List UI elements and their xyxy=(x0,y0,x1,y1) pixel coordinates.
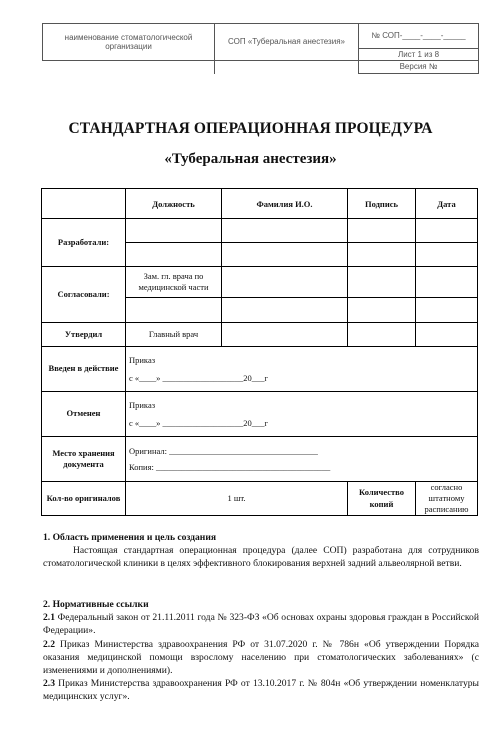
copies-value: согласно штатному расписанию xyxy=(416,482,478,516)
reference-number: 2.2 xyxy=(43,638,55,650)
section-1-title: 1. Область применения и цель создания xyxy=(43,532,217,543)
storage-cell xyxy=(126,437,478,482)
sop-number: № СОП-____-____-_____ xyxy=(359,24,479,49)
reference-number: 2.1 xyxy=(43,612,55,624)
originals-count: 1 шт. xyxy=(126,482,348,516)
col-position: Должность xyxy=(126,189,222,219)
col-date: Дата xyxy=(416,189,478,219)
introduced-label: Введен в действие xyxy=(42,347,126,392)
cancelled-order xyxy=(126,392,478,437)
reference-item xyxy=(43,611,479,637)
agreed-position: Зам. гл. врача по медицинской части xyxy=(126,267,222,298)
cancelled-label: Отменен xyxy=(42,392,126,437)
sheet-count: Лист 1 из 8 xyxy=(359,49,479,61)
document-title: СТАНДАРТНАЯ ОПЕРАЦИОННАЯ ПРОЦЕДУРА xyxy=(68,120,433,137)
original-line: Оригинал: ___________________________________ xyxy=(129,445,318,456)
order-date-line: с «____» ___________________20___г xyxy=(129,418,269,428)
reference-item xyxy=(43,677,479,703)
approved-label: Утвердил xyxy=(42,323,126,347)
approved-position: Главный врач xyxy=(126,323,222,347)
document-header xyxy=(42,23,479,74)
originals-count-label: Кол-во оригиналов xyxy=(42,482,126,516)
reference-number: 2.3 xyxy=(43,678,55,690)
section-2 xyxy=(43,598,479,704)
order-date-line: с «____» ___________________20___г xyxy=(129,373,269,383)
document-subtitle: «Туберальная анестезия» xyxy=(164,151,337,167)
developed-label: Разработали: xyxy=(42,219,126,267)
order-label: Приказ xyxy=(129,399,156,410)
storage-label: Место хранения документа xyxy=(42,437,126,482)
version-number: Версия № xyxy=(359,61,479,74)
section-1 xyxy=(43,531,479,571)
section-1-text: Настоящая стандартная операционная процедура (далее СОП) разработана для сотрудников стоматологической клиники в целях эффективного блокирования верхней задний альвеолярной ветви. xyxy=(43,545,479,570)
copy-line: Копия: _________________________________________ xyxy=(129,462,331,472)
col-name: Фамилия И.О. xyxy=(222,189,348,219)
agreed-label: Согласовали: xyxy=(42,267,126,323)
approval-table xyxy=(41,188,478,516)
col-signature: Подпись xyxy=(348,189,416,219)
sop-title-cell: СОП «Туберальная анестезия» xyxy=(215,24,359,61)
organization-name: наименование стоматологической организации xyxy=(43,24,215,61)
reference-text: Федеральный закон от 21.11.2011 года № 323-ФЗ «Об основах охраны здоровья граждан в Российской Федерации». xyxy=(43,612,479,637)
order-label: Приказ xyxy=(129,354,156,365)
section-2-title: 2. Нормативные ссылки xyxy=(43,599,149,610)
reference-text: Приказ Министерства здравоохранения РФ от 13.10.2017 г. № 804н «Об утверждении номенклатуры медицинских услуг». xyxy=(43,678,479,703)
introduced-order xyxy=(126,347,478,392)
copies-label: Количество копий xyxy=(348,482,416,516)
reference-text: Приказ Министерства здравоохранения РФ от 31.07.2020 г. № 786н «Об утверждении Порядка оказания медицинской помощи взрослому населению при стоматологических заболеваниях» (с изменениями и дополнениями). xyxy=(43,638,479,677)
reference-item xyxy=(43,638,479,678)
